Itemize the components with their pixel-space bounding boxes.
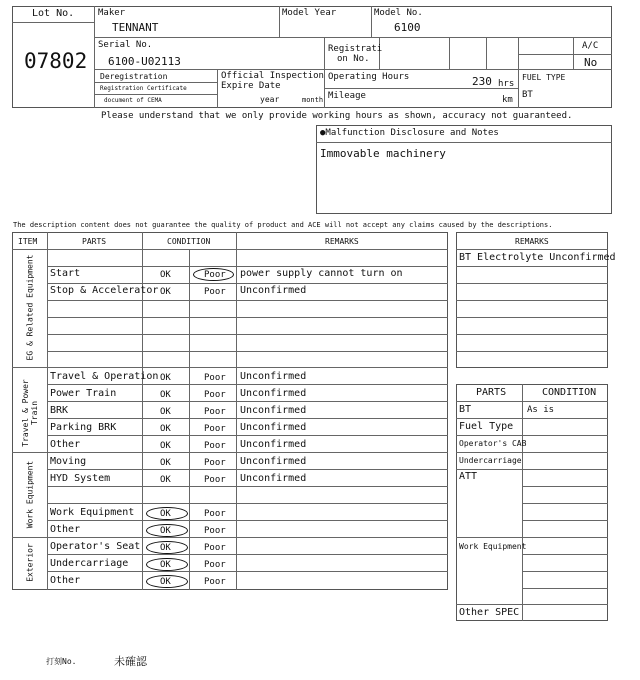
km-label: km [502, 95, 513, 105]
row-part: Other [50, 524, 81, 535]
row-ok: OK [160, 577, 171, 587]
right-remarks-first: BT Electrolyte Unconfirmed [459, 252, 616, 263]
fuel-type-value: BT [522, 90, 533, 100]
row-remark: Unconfirmed [240, 388, 307, 399]
stamp-value: 未確認 [114, 655, 147, 668]
row-remark: Unconfirmed [240, 371, 307, 382]
ok-circle-mark [146, 575, 188, 588]
row-poor: Poor [204, 577, 226, 587]
ok-circle-mark [146, 541, 188, 554]
section-exterior: Exterior [25, 543, 35, 582]
row-part: Other [50, 439, 81, 450]
right-bt: BT [459, 404, 472, 415]
right-remarks-header: REMARKS [515, 237, 549, 246]
row-poor: Poor [204, 560, 226, 570]
model-year-label: Model Year [282, 8, 337, 18]
row-poor: Poor [204, 373, 226, 383]
row-ok: OK [160, 270, 171, 280]
header-parts: PARTS [82, 237, 107, 246]
row-ok: OK [160, 424, 171, 434]
row-part: Moving [50, 456, 87, 467]
inspection-label-2: Expire Date [221, 81, 281, 91]
row-ok: OK [160, 458, 171, 468]
row-ok: OK [160, 287, 171, 297]
maker-label: Maker [98, 8, 126, 18]
deregistration-label: Deregistration [100, 72, 168, 81]
header-remarks: REMARKS [325, 237, 359, 246]
lot-no-label: Lot No. [32, 8, 75, 19]
right-fuel-type: Fuel Type [459, 421, 514, 432]
row-poor: Poor [204, 407, 226, 417]
right-other-spec: Other SPEC [459, 607, 520, 618]
ok-circle-mark [146, 524, 188, 537]
row-remark: Unconfirmed [240, 456, 307, 467]
malfunction-text: Immovable machinery [320, 147, 446, 160]
malfunction-box [316, 125, 612, 214]
month-label: month [302, 96, 324, 104]
row-poor: Poor [204, 475, 226, 485]
row-remark: power supply cannot turn on [240, 268, 403, 279]
right-operators-cab: Operator's CAB [459, 439, 527, 448]
right-att: ATT [459, 471, 478, 482]
section-eg: EG & Related Equipment [25, 254, 35, 361]
right-bt-condition: As is [527, 405, 555, 415]
row-ok: OK [160, 475, 171, 485]
row-ok: OK [160, 390, 171, 400]
mileage-label: Mileage [328, 91, 366, 101]
serial-no-label: Serial No. [98, 40, 153, 50]
cema-label: document of CEMA [104, 97, 162, 104]
row-part: Parking BRK [50, 422, 117, 433]
inspection-label-1: Official Inspection [221, 71, 324, 81]
row-part: Stop & Accelerator [50, 285, 159, 296]
row-remark: Unconfirmed [240, 405, 307, 416]
registration-label-2: on No. [337, 54, 370, 64]
right-undercarriage: Undercarriage [459, 456, 522, 465]
row-ok: OK [160, 526, 171, 536]
row-remark: Unconfirmed [240, 285, 307, 296]
row-poor: Poor [204, 458, 226, 468]
model-no-label: Model No. [374, 8, 423, 18]
section-travel: Travel & Power Train [21, 379, 39, 447]
row-ok: OK [160, 543, 171, 553]
row-ok: OK [160, 509, 171, 519]
row-remark: Unconfirmed [240, 473, 307, 484]
operating-hours-label: Operating Hours [328, 72, 410, 82]
registration-cert-label: Registration Certificate [100, 85, 187, 92]
row-part: Other [50, 575, 81, 586]
row-remark: Unconfirmed [240, 439, 307, 450]
row-remark: Unconfirmed [240, 422, 307, 433]
header-condition: CONDITION [167, 237, 211, 246]
ok-circle-mark [146, 507, 188, 520]
registration-label-1: Registrati [328, 44, 383, 54]
right-condition-header: CONDITION [542, 387, 597, 398]
row-ok: OK [160, 373, 171, 383]
row-ok: OK [160, 441, 171, 451]
ac-value: No [584, 56, 598, 69]
row-ok: OK [160, 560, 171, 570]
maker-value: TENNANT [112, 21, 159, 34]
operating-hours-value: 230 [472, 75, 492, 88]
header-item: ITEM [18, 237, 38, 246]
row-poor: Poor [204, 390, 226, 400]
row-part: Work Equipment [50, 507, 135, 518]
row-part: Undercarriage [50, 558, 129, 569]
model-no-value: 6100 [394, 21, 421, 34]
poor-circle-mark [193, 268, 234, 281]
row-poor: Poor [204, 270, 226, 280]
right-parts-header: PARTS [476, 387, 507, 398]
row-part: Operator's Seat [50, 541, 141, 552]
section-work: Work Equipment [25, 460, 35, 529]
row-poor: Poor [204, 287, 226, 297]
year-label: year [260, 95, 280, 104]
hrs-label: hrs [498, 79, 515, 89]
row-ok: OK [160, 407, 171, 417]
malfunction-title: ●Malfunction Disclosure and Notes [320, 128, 499, 138]
row-poor: Poor [204, 424, 226, 434]
row-poor: Poor [204, 526, 226, 536]
row-part: Start [50, 268, 81, 279]
row-part: Power Train [50, 388, 117, 399]
ok-circle-mark [146, 558, 188, 571]
lot-no-value: 07802 [24, 49, 88, 73]
row-poor: Poor [204, 509, 226, 519]
disclaimer: The description content does not guarantee the quality of product and ACE will not accept any claims caused by the descriptions. [13, 221, 553, 229]
row-part: HYD System [50, 473, 111, 484]
fuel-type-label: FUEL TYPE [522, 73, 566, 82]
stamp-label: 打刻No. [46, 657, 77, 666]
right-work-equipment: Work Equipment [459, 542, 527, 551]
serial-no-value: 6100-U02113 [108, 55, 181, 68]
hours-notice: Please understand that we only provide working hours as shown, accuracy not guaranteed. [101, 111, 573, 121]
row-poor: Poor [204, 441, 226, 451]
ac-label: A/C [582, 41, 599, 51]
row-part: Travel & Operation [50, 371, 159, 382]
row-part: BRK [50, 405, 69, 416]
row-poor: Poor [204, 543, 226, 553]
